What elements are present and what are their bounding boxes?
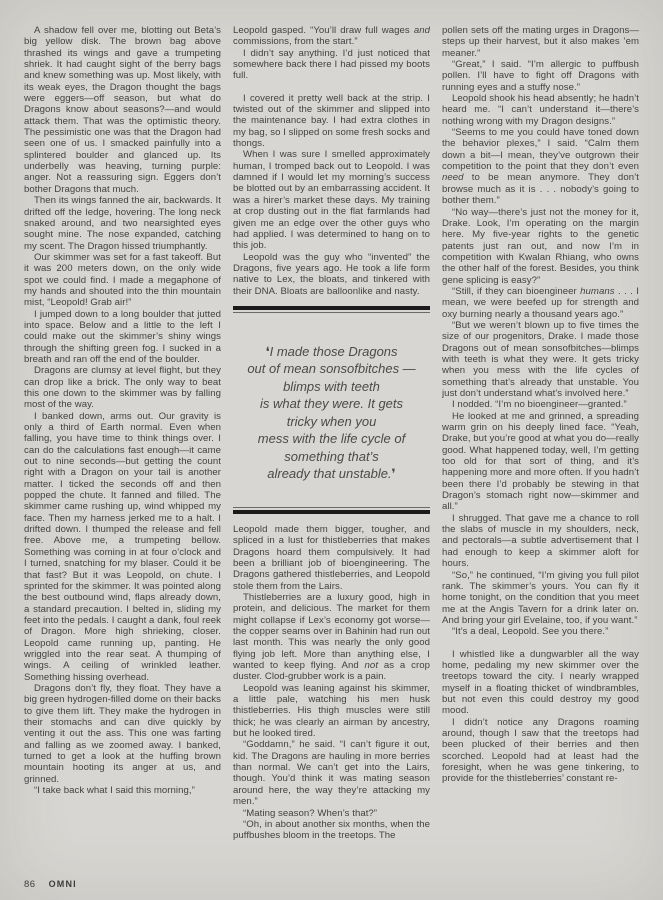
pull-quote-rule	[233, 306, 430, 313]
paragraph: “It’s a deal, Leopold. See you there.”	[452, 626, 609, 638]
paragraph: I jumped down to a long boulder that jutted into space. Below and a little to the left I could make out the skimmer’s shiny wings through the shifting green fog. I sucked in a breath and ran off the end of the boulder.	[24, 308, 221, 365]
magazine-name: OMNI	[48, 879, 77, 889]
paragraph: “Still, if they can bioengineer humans . . . I mean, we were beefed up for strength and oxy burning nearly a thousand years ago.”	[442, 285, 639, 320]
pull-quote-line: is what they were. It gets	[259, 396, 404, 412]
paragraph: I didn’t notice any Dragons roaming around, though I saw that the treetops had been plucked of their berries and then scorched. Leopold had at least had the foresight, when he was gene tinkering, to provide for the thistleberries’ constant re-	[442, 716, 639, 785]
pull-quote-line: already that unstable.❜	[267, 466, 396, 482]
pull-quote-line: mess with the life cycle of	[257, 431, 406, 447]
paragraph: Leopold made them bigger, tougher, and spliced in a lust for thistleberries that makes Dragons hoard them compulsively. It had been a brilliant job of bioengineering. The Dragons gathered thistleberries, and Leopold stole them from the Lairs.	[233, 523, 430, 592]
paragraph: “Mating season? When’s that?”	[243, 807, 378, 819]
pull-quote-line: something that’s	[284, 448, 379, 464]
paragraph: I shrugged. That gave me a chance to roll the slabs of muscle in my shoulders, neck, and pectorals—a subtle advertisement that I had enough to keep a skimmer aloft for hours.	[442, 512, 639, 570]
paragraph: pollen sets off the mating urges in Dragons—steps up their harvest, but it also makes ’em meaner.”	[442, 25, 639, 59]
column-2	[233, 25, 430, 873]
paragraph: “Oh, in about another six months, when the puffbushes bloom in the treetops. The	[233, 818, 430, 842]
paragraph: Our skimmer was set for a fast takeoff. But it was 200 meters down, on the only wide spot we could find. I made a megaphone of my hands and shouted into the thin mountain mist, “Leopold! Grab air!”	[24, 251, 221, 309]
paragraph: I banked down, arms out. Our gravity is only a third of Earth normal. Even when falling, you have time to think things over. I can do the calculations fast enough—it came out to nine seconds—but getting the count right with a Dragon on your tail is another matter. I ticked the seconds off and then popped the chute. It fanned and filled. The skimmer came rushing up, wind whipped my face. Then my harness jerked me to a halt. I drifted down. I thumped the release and fell free. Above me, a trumpeting bellow. Something was coming in at four o’clock and I turned, snatching for my blaser. Could it be that fast? But it was Leopold, on chute. I sprinted for the skimmer. It was pointed along the best outbound wind, flaps already down, a standard precaution. I belted in, sliding my feet into the pedals. I caught a dank, foul reek of Dragon. More high shrieking, closer. Leopold came running up, panting. He wriggled into the rear seat. A thumping of wings. A ceiling of wrinkled leather. Something hissing overhead.	[24, 410, 221, 683]
page-footer	[24, 879, 77, 890]
pull-quote-rule	[233, 507, 430, 514]
paragraph: Then its wings fanned the air, backwards. It drifted off the ledge, hovering. The long neck snaked around, and two nearsighted eyes sought mine. The nose expanded, catching my scent. The Dragon hissed triumphantly.	[24, 195, 221, 252]
paragraph: Leopold shook his head absently; he hadn’t heard me. “I can’t understand it—there’s nothing wrong with my Dragon designs.”	[442, 93, 639, 127]
paragraph: “Seems to me you could have toned down the behavior plexes,” I said. “Calm them down a bit—I mean, they’ve outgrown their competition to the point that they don’t even need to be mean anymore. They don’t browse much as it is . . . nobody’s going to bother them.”	[442, 127, 639, 207]
paragraph: Thistleberries are a luxury good, high in protein, and delicious. The market for them might collapse if Lex’s economy got worse—the copper seams over in Bahinin had run out last month. This was nearly the only good flying job left. More than anything else, I wanted to keep flying. And not as a crop duster. Clod-grubber work is a pain.	[233, 591, 430, 683]
paragraph: Leopold was the guy who “invented” the Dragons, five years ago. He took a life form native to Lex, the bloats, and tinkered with their DNA. Bloats are balloonlike and nasty.	[233, 251, 430, 297]
paragraph: Dragons don’t fly, they float. They have a big green hydrogen-filled dome on their backs to give them lift. They make the hydrogen in their stomachs and can dive quickly by venting it out the ass. This one was farting and falling as we zoomed away. I banked, turned to get a look at the huffing brown mountain hooting its anger at us, and grinned.	[24, 682, 221, 785]
paragraph: I nodded. “I’m no bioengineer—granted.”	[452, 399, 627, 411]
pull-quote-line: blimps with teeth	[283, 378, 380, 394]
paragraph: I covered it pretty well back at the strip. I twisted out of the skimmer and slipped into the maintenance bay. I had extra clothes in my bag, so I slipped on some fresh socks and thongs.	[233, 92, 430, 150]
paragraph: “No way—there’s just not the money for it, Drake. Look, I’m operating on the margin here. My five-year rights to the genetic patents just ran out, and now I’m in competition with Kwalan Rhiang, who owns the other half of the forest. Besides, you think gene splicing is easy?”	[442, 206, 639, 286]
text-columns	[24, 25, 639, 873]
page-number: 86	[24, 879, 36, 890]
paragraph: “Goddamn,” he said. “I can’t figure it out, kid. The Dragons are hauling in more berries than normal. We can’t get into the Lairs, though. You’d think it was mating season around here, the way they’re attacking my men.”	[233, 739, 430, 808]
paragraph: Leopold gasped. “You’ll draw full wages and commissions, from the start.”	[233, 25, 430, 48]
paragraph: “Great,” I said. “I’m allergic to puffbush pollen. I’ll have to fight off Dragons with running eyes and a stuffy nose.”	[442, 59, 639, 93]
pull-quote-line: ❛I made those Dragons	[265, 343, 398, 359]
paragraph: I didn’t say anything. I’d just noticed that somewhere back there I had pissed my boots full.	[233, 47, 430, 82]
pull-quote	[233, 313, 430, 507]
pull-quote-line: tricky when you	[286, 413, 377, 429]
paragraph: A shadow fell over me, blotting out Beta’s big yellow disk. The brown bag above thrashed its wings and gave a trumpeting shriek. It had caught sight of the berry bags and knew something was up. Most likely, with its weak eyes, the Dragon thought the bags were eggers—off season, but what do Dragons know about seasons?—and would attack them. That was the optimistic theory. The pessimistic one was that the Dragon had seen one of us. I smacked painfully into a splintered boulder and glanced up. Its underbelly was heaving, turning purple: anger. Not a reassuring sign. Eggers don’t bother Dragons that much.	[24, 25, 221, 195]
paragraph: I whistled like a dungwarbler all the way home, pedaling my new skimmer over the treetops toward the city. I nearly wrapped myself in a floating thicket of windbrambles, but not even this could destroy my good mood.	[442, 648, 639, 717]
paragraph: Dragons are clumsy at level flight, but they can drop like a brick. The only way to beat this one down to the skimmer was by falling most of the way.	[24, 365, 221, 411]
column-1	[24, 25, 221, 873]
paragraph: “I take back what I said this morning,”	[34, 785, 195, 797]
paragraph: Leopold was leaning against his skimmer, a little pale, watching his men husk thistleberries. His thigh muscles were still thick; he was clearly an airman by ancestry, but he looked tired.	[233, 682, 430, 740]
paragraph: “So,” he continued, “I’m giving you full pilot rank. The skimmer’s yours. You can fly it home tonight, on the condition that you meet me at the Angis Tavern for a drink later on. And bring your girl Evelaine, too, if you want.”	[442, 569, 639, 626]
pull-quote-line: out of mean sonsofbitches —	[247, 361, 416, 377]
paragraph: When I was sure I smelled approximately human, I tromped back out to Leopold. I was damned if I would let my morning’s success be blotted out by an embarrassing accident. It was a hirer’s market these days. My training at crop dusting out in the flat farmlands had given me an edge over the other guys who had applied. I was determined to hang on to this job.	[233, 149, 430, 252]
column-3	[442, 25, 639, 873]
paragraph: He looked at me and grinned, a spreading warm grin on his deeply lined face. “Yeah, Drake, but you’re good at what you do—really good. What happened today, well, I’m getting too old for that sort of thing, and it’s happening more and more often. If you hadn’t been there I’d probably be stewing in that Dragon’s stomach right now—skimmer and all.”	[442, 410, 639, 513]
paragraph: “But we weren’t blown up to five times the size of our progenitors, Drake. I made those Dragons out of mean sonsofbitches—blimps with teeth is what they were. It gets tricky when you mess with the life cycles of something that’s already that unstable. You just don’t understand what’s involved here.”	[442, 319, 639, 399]
